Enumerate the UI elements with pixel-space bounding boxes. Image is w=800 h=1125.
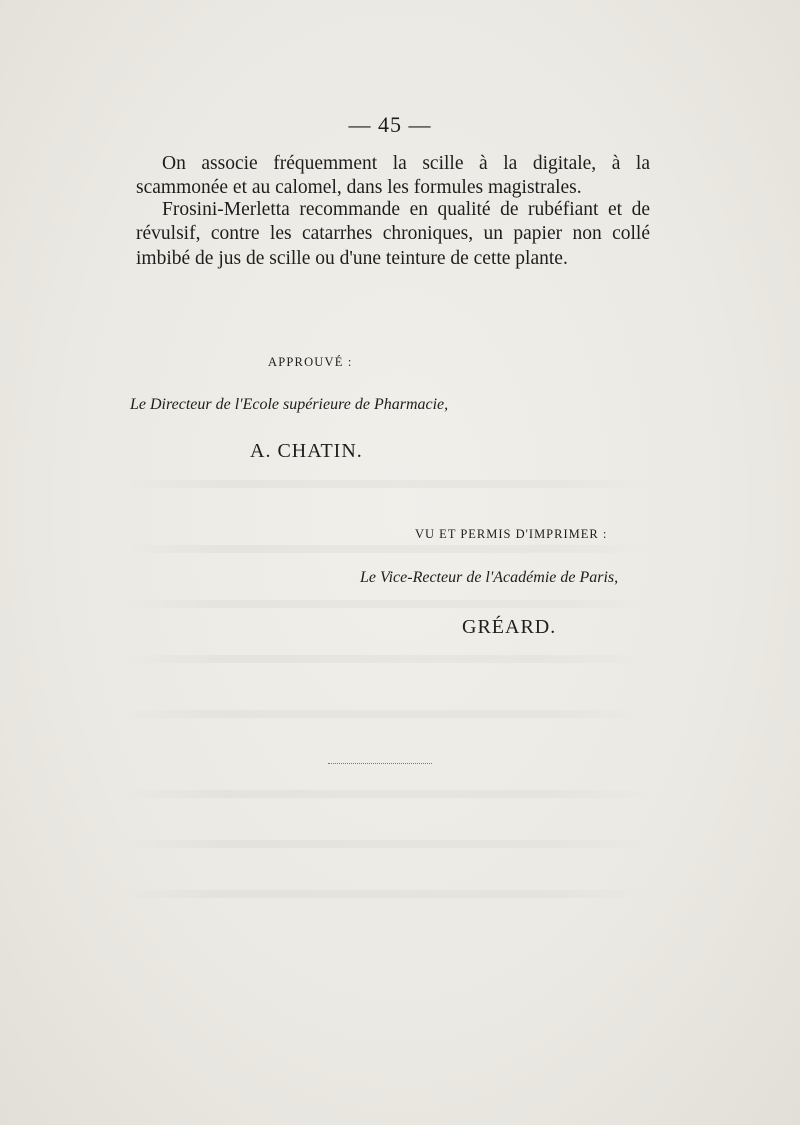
permit-heading: VU ET PERMIS D'IMPRIMER :	[415, 527, 608, 541]
approval-title: Le Directeur de l'Ecole supérieure de Pharmacie,	[130, 396, 449, 413]
permit-title: Le Vice-Recteur de l'Académie de Paris,	[360, 569, 619, 586]
permit-signature-name: GRÉARD.	[462, 616, 557, 638]
show-through-mark	[120, 840, 650, 848]
paragraph: Frosini-Merletta recommande en qualité de rubéfiant et de révulsif, contre les catarrhes chroniques, un papier non collé imbibé de jus de scille ou d'une teinture de cette plante.	[136, 199, 650, 269]
show-through-mark	[120, 890, 650, 898]
closing-rule	[328, 763, 432, 764]
show-through-mark	[120, 655, 650, 663]
show-through-mark	[120, 710, 650, 718]
page-number: — 45 —	[348, 112, 432, 137]
show-through-mark	[120, 545, 650, 553]
approval-signature-name: A. CHATIN.	[250, 440, 363, 462]
show-through-mark	[120, 790, 650, 798]
show-through-mark	[120, 600, 650, 608]
approval-heading: APPROUVÉ :	[268, 355, 353, 369]
paragraph: On associe fréquemment la scille à la digitale, à la scammonée et au calomel, dans les formules magistrales.	[136, 153, 650, 199]
show-through-mark	[120, 480, 650, 488]
